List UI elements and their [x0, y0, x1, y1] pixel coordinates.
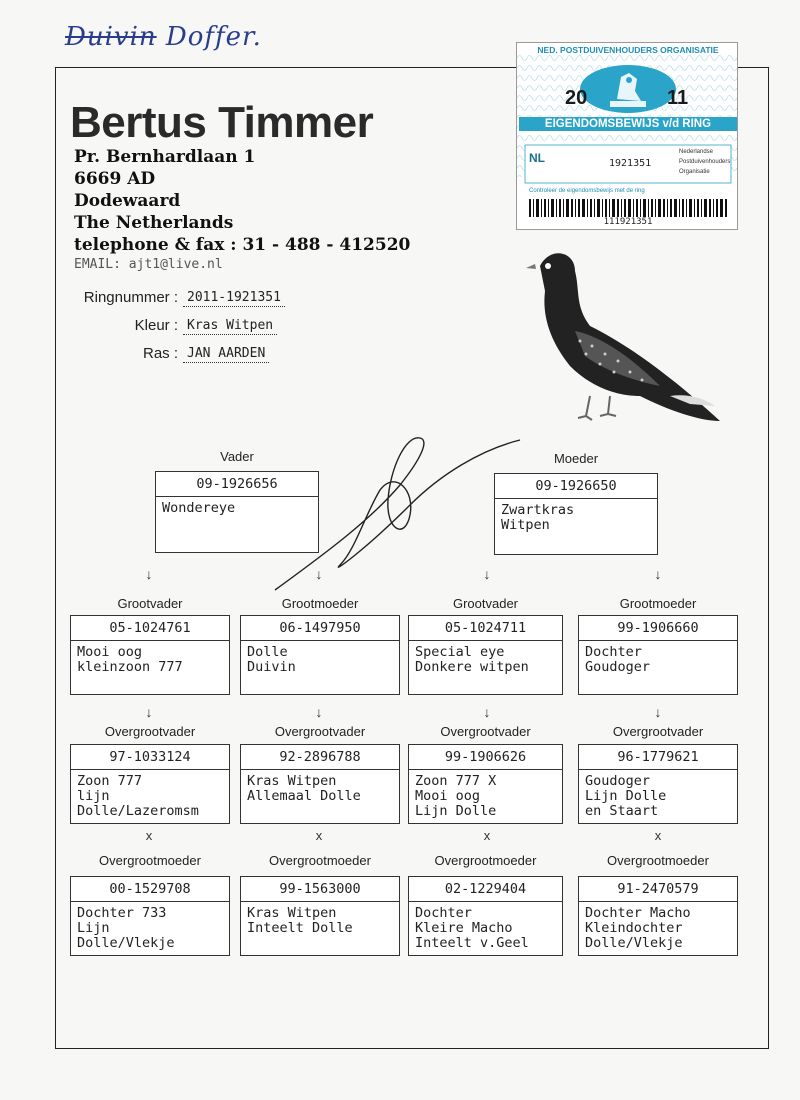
grandparent-label-1: Grootvader [117, 596, 183, 611]
grandparent-ring: 06-1497950 [241, 616, 399, 641]
cross-icon: x [483, 828, 491, 843]
certificate-organisation: NED. POSTDUIVENHOUDERS ORGANISATIE [537, 45, 719, 55]
mother-description: Zwartkras Witpen [501, 502, 575, 533]
address-street: Pr. Bernhardlaan 1 [74, 147, 256, 167]
great-grandmother-ring: 02-1229404 [409, 877, 562, 902]
great-grandmother-description: Dochter 733 Lijn Dolle/Vlekje [77, 905, 175, 951]
great-grandmother-box-4 [578, 876, 738, 956]
great-grandmother-box-2 [240, 876, 400, 956]
arrow-down-icon: ↓ [145, 566, 153, 582]
great-grandfather-box-3 [408, 744, 563, 824]
certificate-side-text-1: Nederlandse [679, 149, 714, 155]
great-grandmother-description: Dochter Kleire Macho Inteelt v.Geel [415, 905, 529, 951]
great-grandfather-label-4: Overgrootvader [612, 724, 704, 739]
grandparent-description: Mooi oog kleinzoon 777 [77, 644, 183, 675]
great-grandfather-description: Goudoger Lijn Dolle en Staart [585, 773, 667, 819]
address-phone: telephone & fax : 31 - 488 - 412520 [74, 235, 411, 255]
lion-crest-icon [577, 63, 679, 115]
great-grandfather-ring: 99-1906626 [409, 745, 562, 770]
ring-number-label: Ringnummer : [83, 289, 178, 306]
certificate-country: NL [529, 151, 545, 165]
father-box [155, 471, 319, 553]
ring-ownership-certificate [516, 42, 738, 230]
grandparent-label-2: Grootmoeder [281, 596, 359, 611]
breed-value: JAN AARDEN [183, 346, 269, 363]
colour-value: Kras Witpen [183, 318, 277, 335]
arrow-down-icon: ↓ [483, 566, 491, 582]
grandparent-box-3 [408, 615, 563, 695]
pigeon-illustration [520, 246, 730, 436]
great-grandfather-label-1: Overgrootvader [104, 724, 196, 739]
father-label: Vader [220, 449, 254, 464]
grandparent-label-4: Grootmoeder [619, 596, 697, 611]
great-grandmother-description: Dochter Macho Kleindochter Dolle/Vlekje [585, 905, 691, 951]
cross-icon: x [145, 828, 153, 843]
great-grandfather-ring: 92-2896788 [241, 745, 399, 770]
arrow-down-icon: ↓ [483, 704, 491, 720]
grandparent-description: Dochter Goudoger [585, 644, 651, 675]
arrow-down-icon: ↓ [315, 704, 323, 720]
address-city: Dodewaard [74, 191, 181, 211]
great-grandmother-label-3: Overgrootmoeder [434, 853, 537, 868]
mother-box [494, 473, 658, 555]
great-grandmother-box-3 [408, 876, 563, 956]
great-grandfather-label-2: Overgrootvader [274, 724, 366, 739]
grandparent-box-4 [578, 615, 738, 695]
mother-label: Moeder [553, 451, 599, 466]
arrow-down-icon: ↓ [315, 566, 323, 582]
address-postcode: 6669 AD [74, 169, 156, 189]
cross-icon: x [654, 828, 662, 843]
certificate-note: Controleer de eigendomsbewijs met de ring [529, 188, 645, 194]
colour-label: Kleur : [134, 317, 178, 334]
grandparent-label-3: Grootvader [452, 596, 519, 611]
grandparent-box-1 [70, 615, 230, 695]
great-grandfather-box-2 [240, 744, 400, 824]
handwritten-note [65, 22, 262, 52]
great-grandmother-box-1 [70, 876, 230, 956]
arrow-down-icon: ↓ [654, 566, 662, 582]
grandparent-box-2 [240, 615, 400, 695]
address-country: The Netherlands [74, 213, 234, 233]
barcode-number: 111921351 [603, 217, 653, 227]
great-grandmother-label-4: Overgrootmoeder [607, 853, 709, 868]
grandparent-ring: 99-1906660 [579, 616, 737, 641]
great-grandfather-box-4 [578, 744, 738, 824]
arrow-down-icon: ↓ [654, 704, 662, 720]
certificate-year-right: 11 [667, 87, 689, 109]
great-grandfather-description: Zoon 777 X Mooi oog Lijn Dolle [415, 773, 497, 819]
mother-ring: 09-1926650 [495, 474, 657, 499]
great-grandfather-description: Kras Witpen Allemaal Dolle [247, 773, 361, 804]
grandparent-ring: 05-1024711 [409, 616, 562, 641]
grandparent-ring: 05-1024761 [71, 616, 229, 641]
father-ring: 09-1926656 [156, 472, 318, 497]
ring-number-value: 2011-1921351 [183, 290, 285, 307]
great-grandmother-ring: 91-2470579 [579, 877, 737, 902]
grandparent-description: Dolle Duivin [247, 644, 296, 675]
great-grandmother-ring: 99-1563000 [241, 877, 399, 902]
arrow-down-icon: ↓ [145, 704, 153, 720]
certificate-ring-number: 1921351 [609, 158, 652, 169]
handwritten-word: Doffer. [165, 22, 262, 52]
owner-name: Bertus Timmer [70, 98, 374, 147]
barcode [529, 199, 727, 217]
great-grandmother-description: Kras Witpen Inteelt Dolle [247, 905, 353, 936]
certificate-side-text-3: Organisatie [679, 169, 710, 175]
great-grandfather-description: Zoon 777 lijn Dolle/Lazeromsm [77, 773, 199, 819]
cross-icon: x [315, 828, 323, 843]
grandparent-description: Special eye Donkere witpen [415, 644, 529, 675]
owner-email: EMAIL: ajt1@live.nl [74, 257, 223, 272]
great-grandmother-ring: 00-1529708 [71, 877, 229, 902]
great-grandfather-label-3: Overgrootvader [440, 724, 531, 739]
great-grandfather-ring: 97-1033124 [71, 745, 229, 770]
great-grandfather-box-1 [70, 744, 230, 824]
breed-label: Ras : [142, 345, 178, 362]
great-grandmother-label-2: Overgrootmoeder [269, 853, 371, 868]
great-grandfather-ring: 96-1779621 [579, 745, 737, 770]
certificate-title: EIGENDOMSBEWIJS v/d RING [519, 117, 737, 131]
father-description: Wondereye [162, 500, 236, 516]
handwritten-struck-word: Duivin [65, 22, 157, 52]
great-grandmother-label-1: Overgrootmoeder [99, 853, 201, 868]
certificate-year-left: 20 [565, 87, 588, 109]
certificate-side-text-2: Postduivenhouders [679, 159, 731, 165]
